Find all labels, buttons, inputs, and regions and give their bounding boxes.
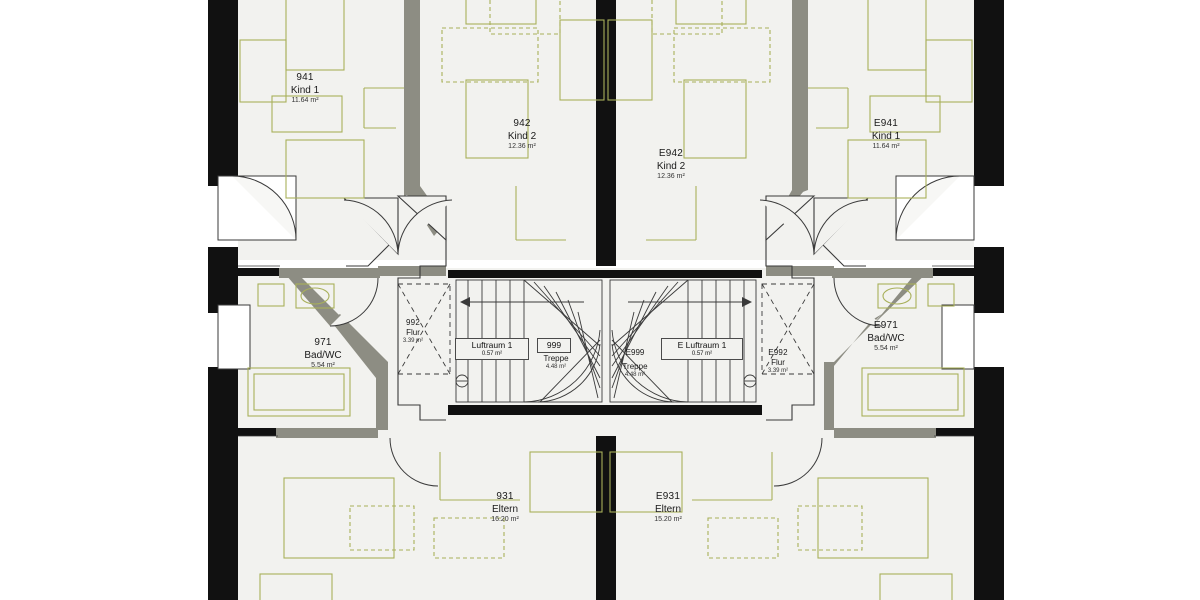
e-luftraum-1-area: 0.57 m² xyxy=(691,350,713,357)
room-name: Kind 2 xyxy=(656,160,686,172)
stair-number-999: 999 xyxy=(546,340,562,350)
room-area: 3.39 m² xyxy=(767,368,789,374)
room-number: E992 xyxy=(768,348,788,357)
treppe-right-area: 4.48 m² xyxy=(624,372,646,378)
luftraum-1-name: Luftraum 1 xyxy=(471,340,513,350)
room-number: E942 xyxy=(658,148,684,159)
room-number: E941 xyxy=(873,118,899,129)
room-name: Kind 2 xyxy=(507,130,537,142)
room-name: Kind 1 xyxy=(290,84,320,96)
room-number: E931 xyxy=(655,491,681,502)
room-name: Flur xyxy=(771,358,785,367)
room-number: E971 xyxy=(873,320,899,331)
room-area: 12.36 m² xyxy=(508,143,536,150)
luftraum-1-area: 0.57 m² xyxy=(481,350,503,357)
room-number: 941 xyxy=(296,72,314,83)
treppe-left-name: Treppe xyxy=(543,354,569,363)
room-number: 992 xyxy=(406,318,420,327)
room-area: 5.54 m² xyxy=(874,345,898,352)
room-name: Bad/WC xyxy=(867,332,905,344)
room-area: 12.36 m² xyxy=(657,173,685,180)
e-luftraum-1-name: E Luftraum 1 xyxy=(677,340,727,350)
room-area: 11.64 m² xyxy=(291,97,319,104)
room-number: 971 xyxy=(314,337,332,348)
room-name: Eltern xyxy=(654,503,682,515)
treppe-left-area: 4.48 m² xyxy=(545,364,567,370)
room-name: Eltern xyxy=(491,503,519,515)
room-number: 942 xyxy=(513,118,531,129)
staircase-left xyxy=(456,280,602,402)
treppe-right-name: Treppe xyxy=(622,362,648,371)
room-area: 15.20 m² xyxy=(654,516,682,523)
room-area: 16.20 m² xyxy=(491,516,519,523)
room-number: 931 xyxy=(496,491,514,502)
room-name: Bad/WC xyxy=(304,349,342,361)
room-area: 11.64 m² xyxy=(872,143,900,150)
e999-number: E999 xyxy=(625,348,645,357)
staircase-right xyxy=(610,280,756,402)
room-area: 5.54 m² xyxy=(311,362,335,369)
room-area: 3.39 m² xyxy=(402,338,424,344)
room-name: Kind 1 xyxy=(871,130,901,142)
room-name: Flur xyxy=(406,328,420,337)
